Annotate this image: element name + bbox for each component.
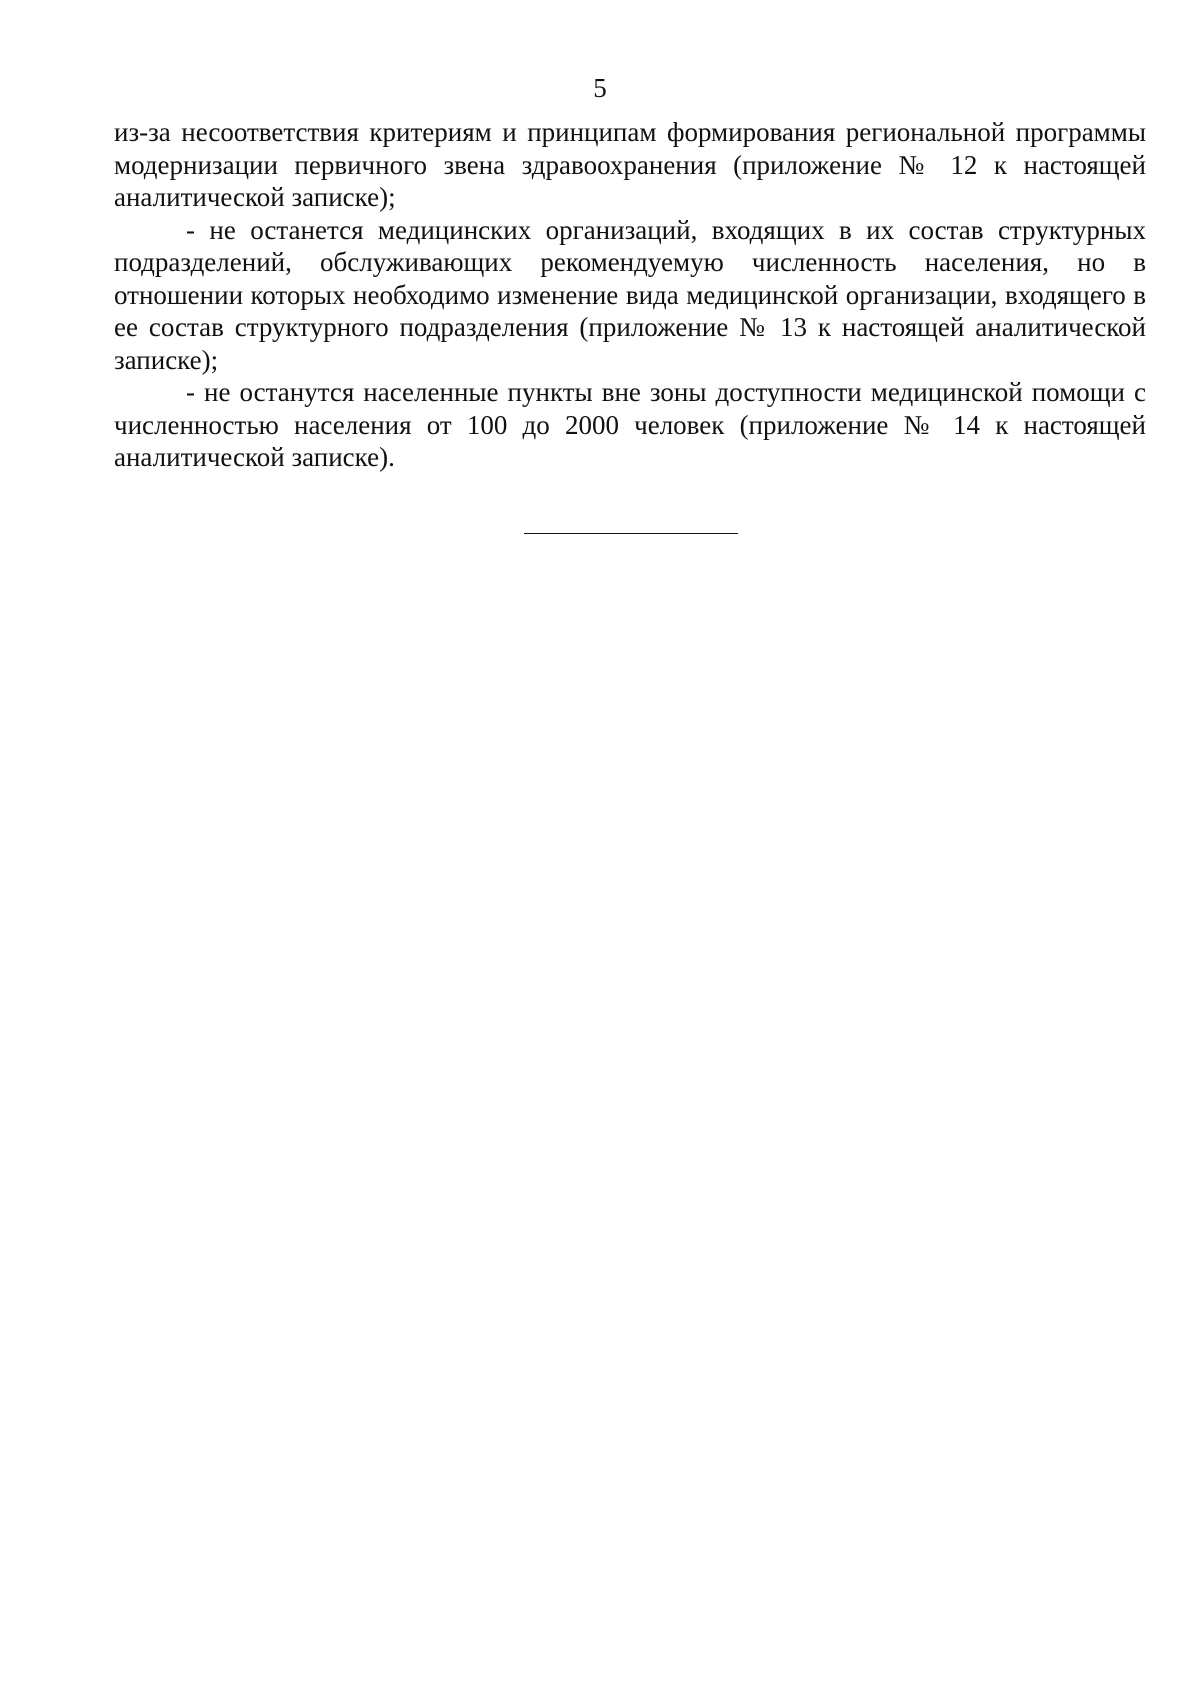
paragraph-list-item-medical-organizations: - не останется медицинских организаций, входящих в их состав структурных подразделений, обслуживающих рекомендуемую численность населения, но в отношении которых необходимо изменение вида медицинской организации, входящего в ее состав структурного подразделения (приложение № 13 к настоящей аналитической записке); [114, 214, 1146, 375]
page-number: 5 [593, 73, 607, 103]
paragraph-continuation: из-за несоответствия критериям и принципам формирования региональной программы модернизации первичного звена здравоохранения (приложение № 12 к настоящей аналитической записке); [114, 117, 1146, 212]
paragraph-list-item-settlements: - не останутся населенные пункты вне зоны доступности медицинской помощи с численностью населения от 100 до 2000 человек (приложение № 14 к настоящей аналитической записке). [114, 377, 1146, 472]
end-separator-line [524, 533, 738, 534]
document-body [114, 116, 1146, 474]
